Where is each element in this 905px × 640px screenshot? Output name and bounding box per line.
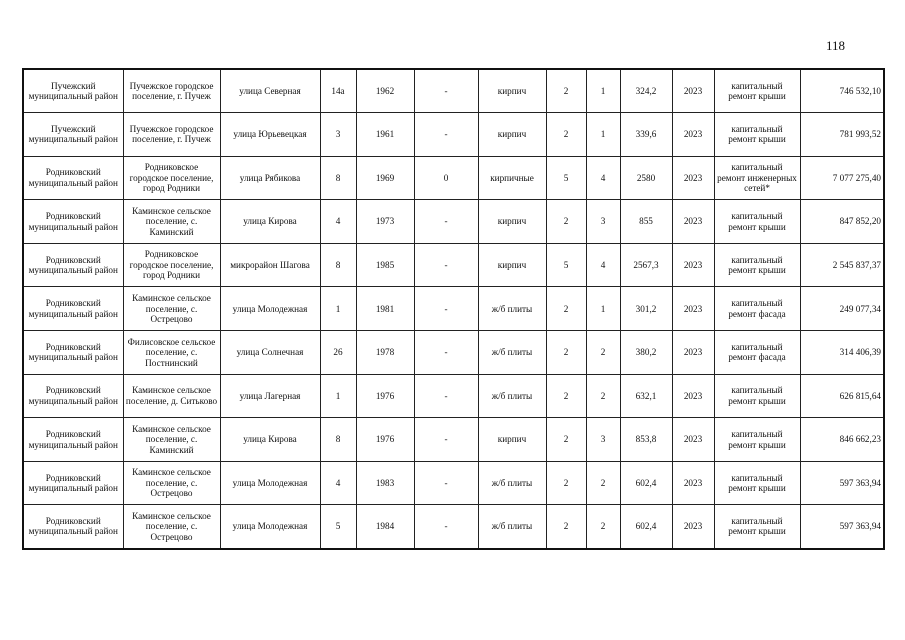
cell-repair-year: 2023: [672, 418, 714, 462]
cell-municipal-district: Родниковский муниципальный район: [23, 461, 123, 505]
cell-repair-year: 2023: [672, 156, 714, 200]
cell-work-type: капитальный ремонт инженерных сетей*: [714, 156, 800, 200]
cell-house-number: 8: [320, 156, 356, 200]
cell-house-number: 4: [320, 200, 356, 244]
cell-work-type: капитальный ремонт крыши: [714, 374, 800, 418]
cell-repair-year: 2023: [672, 69, 714, 113]
cell-street: улица Молодежная: [220, 461, 320, 505]
table-row: [23, 200, 884, 244]
cell-build-year: 1961: [356, 113, 414, 157]
cell-wall-material: кирпич: [478, 200, 546, 244]
cell-house-number: 8: [320, 418, 356, 462]
cell-commissioning: -: [414, 69, 478, 113]
table-row: [23, 331, 884, 375]
cell-floors: 2: [546, 374, 586, 418]
cell-street: микрорайон Шагова: [220, 243, 320, 287]
cell-floors: 5: [546, 243, 586, 287]
cell-municipal-district: Родниковский муниципальный район: [23, 200, 123, 244]
cell-area: 339,6: [620, 113, 672, 157]
cell-area: 324,2: [620, 69, 672, 113]
cell-build-year: 1985: [356, 243, 414, 287]
cell-settlement: Каминское сельское поселение, с. Острецово: [123, 461, 220, 505]
cell-settlement: Каминское сельское поселение, с. Каминский: [123, 200, 220, 244]
cell-street: улица Молодежная: [220, 505, 320, 549]
cell-work-type: капитальный ремонт фасада: [714, 331, 800, 375]
cell-work-type: капитальный ремонт крыши: [714, 461, 800, 505]
cell-cost: 746 532,10: [800, 69, 884, 113]
cell-commissioning: -: [414, 461, 478, 505]
cell-cost: 314 406,39: [800, 331, 884, 375]
cell-street: улица Юрьевецкая: [220, 113, 320, 157]
table-row: [23, 156, 884, 200]
cell-cost: 847 852,20: [800, 200, 884, 244]
cell-commissioning: -: [414, 243, 478, 287]
cell-commissioning: -: [414, 113, 478, 157]
cell-cost: 846 662,23: [800, 418, 884, 462]
cell-settlement: Филисовское сельское поселение, с. Постнинский: [123, 331, 220, 375]
cell-municipal-district: Родниковский муниципальный район: [23, 505, 123, 549]
cell-municipal-district: Пучежский муниципальный район: [23, 69, 123, 113]
cell-municipal-district: Пучежский муниципальный район: [23, 113, 123, 157]
cell-repair-year: 2023: [672, 505, 714, 549]
cell-floors: 2: [546, 418, 586, 462]
cell-work-type: капитальный ремонт крыши: [714, 505, 800, 549]
cell-cost: 781 993,52: [800, 113, 884, 157]
table-row: [23, 243, 884, 287]
cell-entrances: 4: [586, 243, 620, 287]
cell-municipal-district: Родниковский муниципальный район: [23, 374, 123, 418]
cell-work-type: капитальный ремонт крыши: [714, 69, 800, 113]
cell-settlement: Родниковское городское поселение, город Родники: [123, 243, 220, 287]
cell-floors: 2: [546, 200, 586, 244]
cell-repair-year: 2023: [672, 200, 714, 244]
cell-work-type: капитальный ремонт крыши: [714, 200, 800, 244]
cell-repair-year: 2023: [672, 331, 714, 375]
cell-repair-year: 2023: [672, 374, 714, 418]
cell-entrances: 2: [586, 505, 620, 549]
cell-municipal-district: Родниковский муниципальный район: [23, 331, 123, 375]
cell-commissioning: -: [414, 200, 478, 244]
cell-floors: 2: [546, 287, 586, 331]
cell-street: улица Кирова: [220, 418, 320, 462]
cell-settlement: Каминское сельское поселение, д. Ситьково: [123, 374, 220, 418]
table-row: [23, 418, 884, 462]
cell-entrances: 3: [586, 200, 620, 244]
cell-cost: 597 363,94: [800, 505, 884, 549]
cell-entrances: 1: [586, 287, 620, 331]
cell-wall-material: ж/б плиты: [478, 374, 546, 418]
cell-work-type: капитальный ремонт крыши: [714, 418, 800, 462]
cell-wall-material: кирпич: [478, 69, 546, 113]
cell-street: улица Кирова: [220, 200, 320, 244]
cell-work-type: капитальный ремонт крыши: [714, 113, 800, 157]
cell-entrances: 4: [586, 156, 620, 200]
cell-area: 855: [620, 200, 672, 244]
cell-build-year: 1981: [356, 287, 414, 331]
cell-build-year: 1978: [356, 331, 414, 375]
table-body: [23, 69, 884, 549]
cell-wall-material: кирпичные: [478, 156, 546, 200]
cell-area: 602,4: [620, 461, 672, 505]
cell-cost: 7 077 275,40: [800, 156, 884, 200]
cell-street: улица Рябикова: [220, 156, 320, 200]
cell-municipal-district: Родниковский муниципальный район: [23, 287, 123, 331]
cell-wall-material: ж/б плиты: [478, 287, 546, 331]
cell-cost: 626 815,64: [800, 374, 884, 418]
cell-floors: 2: [546, 331, 586, 375]
cell-wall-material: кирпич: [478, 243, 546, 287]
cell-floors: 2: [546, 69, 586, 113]
cell-commissioning: 0: [414, 156, 478, 200]
cell-municipal-district: Родниковский муниципальный район: [23, 418, 123, 462]
cell-cost: 597 363,94: [800, 461, 884, 505]
cell-area: 301,2: [620, 287, 672, 331]
cell-commissioning: -: [414, 374, 478, 418]
cell-commissioning: -: [414, 331, 478, 375]
cell-cost: 249 077,34: [800, 287, 884, 331]
cell-build-year: 1976: [356, 374, 414, 418]
cell-repair-year: 2023: [672, 243, 714, 287]
cell-settlement: Каминское сельское поселение, с. Острецово: [123, 287, 220, 331]
table-row: [23, 69, 884, 113]
table-row: [23, 287, 884, 331]
cell-area: 853,8: [620, 418, 672, 462]
cell-floors: 5: [546, 156, 586, 200]
cell-area: 2567,3: [620, 243, 672, 287]
cell-street: улица Лагерная: [220, 374, 320, 418]
cell-wall-material: кирпич: [478, 113, 546, 157]
cell-settlement: Родниковское городское поселение, город Родники: [123, 156, 220, 200]
cell-floors: 2: [546, 505, 586, 549]
cell-wall-material: ж/б плиты: [478, 461, 546, 505]
cell-build-year: 1969: [356, 156, 414, 200]
cell-house-number: 1: [320, 287, 356, 331]
cell-area: 2580: [620, 156, 672, 200]
cell-wall-material: ж/б плиты: [478, 505, 546, 549]
cell-municipal-district: Родниковский муниципальный район: [23, 243, 123, 287]
cell-street: улица Молодежная: [220, 287, 320, 331]
cell-house-number: 5: [320, 505, 356, 549]
cell-settlement: Пучежское городское поселение, г. Пучеж: [123, 69, 220, 113]
page-number: 118: [826, 38, 846, 53]
cell-repair-year: 2023: [672, 113, 714, 157]
cell-area: 602,4: [620, 505, 672, 549]
cell-entrances: 2: [586, 374, 620, 418]
cell-build-year: 1983: [356, 461, 414, 505]
cell-settlement: Пучежское городское поселение, г. Пучеж: [123, 113, 220, 157]
cell-house-number: 26: [320, 331, 356, 375]
cell-work-type: капитальный ремонт крыши: [714, 243, 800, 287]
cell-work-type: капитальный ремонт фасада: [714, 287, 800, 331]
cell-repair-year: 2023: [672, 287, 714, 331]
cell-commissioning: -: [414, 418, 478, 462]
cell-build-year: 1976: [356, 418, 414, 462]
cell-floors: 2: [546, 461, 586, 505]
cell-floors: 2: [546, 113, 586, 157]
cell-municipal-district: Родниковский муниципальный район: [23, 156, 123, 200]
cell-settlement: Каминское сельское поселение, с. Острецово: [123, 505, 220, 549]
cell-street: улица Солнечная: [220, 331, 320, 375]
cell-street: улица Северная: [220, 69, 320, 113]
cell-house-number: 4: [320, 461, 356, 505]
cell-wall-material: ж/б плиты: [478, 331, 546, 375]
cell-entrances: 3: [586, 418, 620, 462]
table-row: [23, 505, 884, 549]
repair-program-table: [22, 68, 885, 550]
cell-entrances: 1: [586, 69, 620, 113]
cell-house-number: 14а: [320, 69, 356, 113]
cell-commissioning: -: [414, 505, 478, 549]
cell-entrances: 2: [586, 331, 620, 375]
cell-build-year: 1984: [356, 505, 414, 549]
cell-entrances: 2: [586, 461, 620, 505]
cell-entrances: 1: [586, 113, 620, 157]
cell-build-year: 1973: [356, 200, 414, 244]
cell-area: 632,1: [620, 374, 672, 418]
table-row: [23, 461, 884, 505]
cell-repair-year: 2023: [672, 461, 714, 505]
cell-commissioning: -: [414, 287, 478, 331]
cell-house-number: 8: [320, 243, 356, 287]
table-row: [23, 374, 884, 418]
cell-house-number: 3: [320, 113, 356, 157]
cell-build-year: 1962: [356, 69, 414, 113]
table-row: [23, 113, 884, 157]
cell-settlement: Каминское сельское поселение, с. Каминский: [123, 418, 220, 462]
cell-wall-material: кирпич: [478, 418, 546, 462]
cell-house-number: 1: [320, 374, 356, 418]
cell-cost: 2 545 837,37: [800, 243, 884, 287]
cell-area: 380,2: [620, 331, 672, 375]
